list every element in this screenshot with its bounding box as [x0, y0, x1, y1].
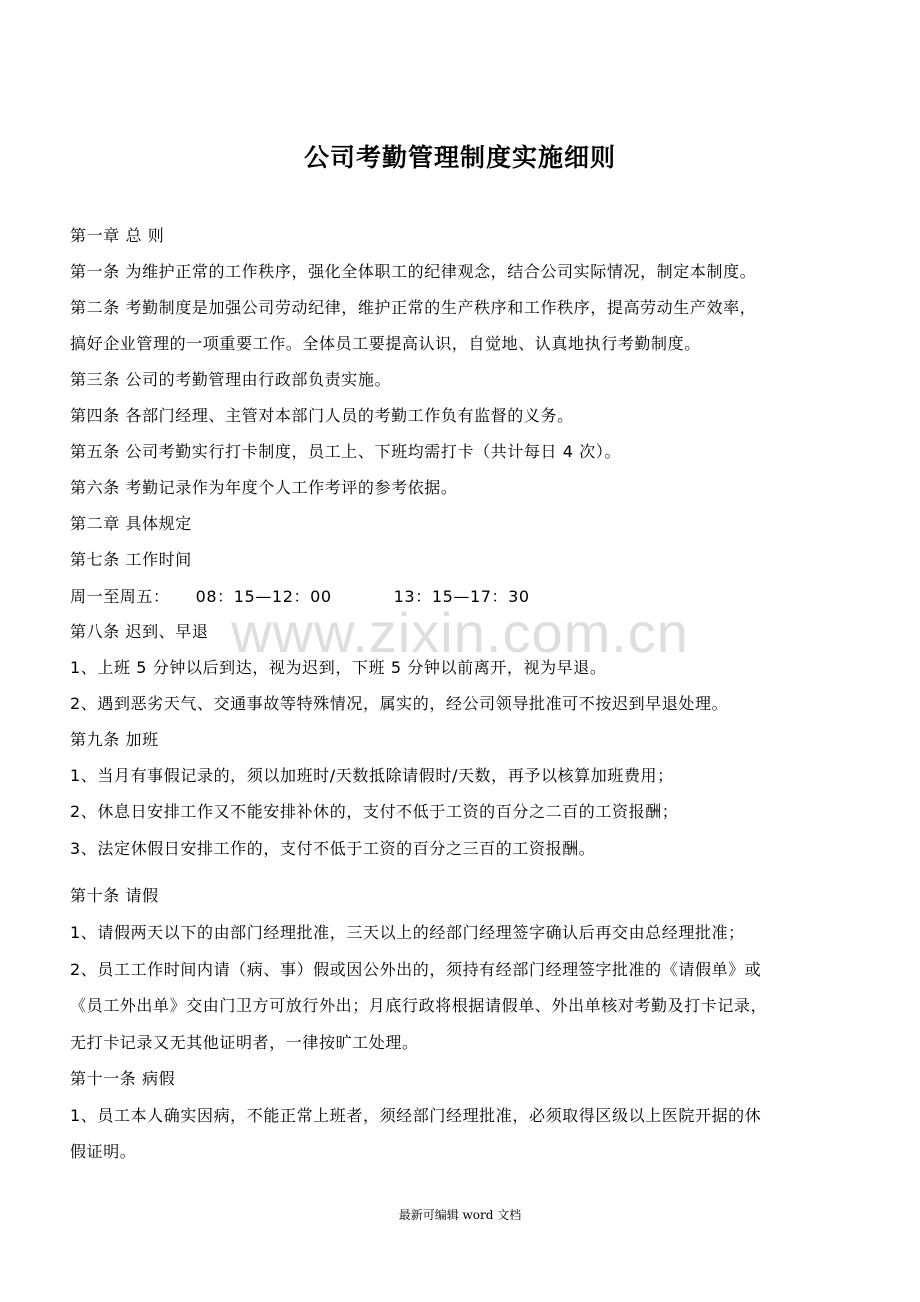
list-item: 1、请假两天以下的由部门经理批准，三天以上的经部门经理签字确认后再交由总经理批准；: [70, 923, 745, 942]
site-watermark: www.zixin.com.cn: [231, 601, 689, 664]
list-item: 1、当月有事假记录的，须以加班时/天数抵除请假时/天数，再予以核算加班费用；: [70, 766, 674, 785]
list-item: 2、员工工作时间内请（病、事）假或因公外出的，须持有经部门经理签字批准的《请假单》或: [70, 960, 762, 979]
article-paragraph: 第六条 考勤记录作为年度个人工作考评的参考依据。: [70, 478, 458, 497]
article-heading: 第九条 加班: [70, 730, 159, 749]
list-item-continued: 假证明。: [70, 1142, 137, 1161]
article-paragraph: 第一条 为维护正常的工作秩序，强化全体职工的纪律观念，结合公司实际情况，制定本制度。: [70, 262, 757, 281]
work-hours-morning: 08：15—12：00: [195, 587, 332, 606]
article-heading: 第八条 迟到、早退: [70, 622, 209, 641]
list-item-continued: 《员工外出单》交由门卫方可放行外出；月底行政将根据请假单、外出单核对考勤及打卡记录，: [70, 996, 768, 1015]
work-hours-row: [70, 585, 860, 609]
article-heading: 第七条 工作时间: [70, 550, 192, 569]
chapter-heading: 第二章 具体规定: [70, 514, 192, 533]
article-paragraph: 第三条 公司的考勤管理由行政部负责实施。: [70, 370, 392, 389]
document-title: 公司考勤管理制度实施细则: [303, 143, 616, 172]
article-heading: 第十条 请假: [70, 886, 159, 905]
list-item: 1、上班 5 分钟以后到达，视为迟到，下班 5 分钟以前离开，视为早退。: [70, 658, 607, 677]
article-paragraph: 第二条 考勤制度是加强公司劳动纪律，维护正常的生产秩序和工作秩序，提高劳动生产效率，: [70, 298, 757, 317]
article-paragraph: 第四条 各部门经理、主管对本部门人员的考勤工作负有监督的义务。: [70, 406, 574, 425]
article-paragraph-continued: 搞好企业管理的一项重要工作。全体员工要提高认识，自觉地、认真地执行考勤制度。: [70, 334, 701, 353]
work-hours-label: 周一至周五：: [70, 587, 170, 606]
article-paragraph: 第五条 公司考勤实行打卡制度，员工上、下班均需打卡（共计每日 4 次）。: [70, 442, 622, 461]
page-footer: 最新可编辑 word 文档: [398, 1208, 522, 1222]
list-item: 3、法定休假日安排工作的，支付不低于工资的百分之三百的工资报酬。: [70, 839, 596, 858]
work-hours-afternoon: 13：15—17：30: [393, 587, 530, 606]
list-item: 2、遇到恶劣天气、交通事故等特殊情况，属实的，经公司领导批准可不按迟到早退处理。: [70, 694, 729, 713]
article-heading: 第十一条 病假: [70, 1069, 176, 1088]
chapter-heading: 第一章 总 则: [70, 226, 165, 245]
list-item: 1、员工本人确实因病，不能正常上班者，须经部门经理批准，必须取得区级以上医院开据的休: [70, 1106, 762, 1125]
list-item: 2、休息日安排工作又不能安排补休的，支付不低于工资的百分之二百的工资报酬；: [70, 802, 679, 821]
list-item-continued: 无打卡记录又无其他证明者，一律按旷工处理。: [70, 1033, 419, 1052]
